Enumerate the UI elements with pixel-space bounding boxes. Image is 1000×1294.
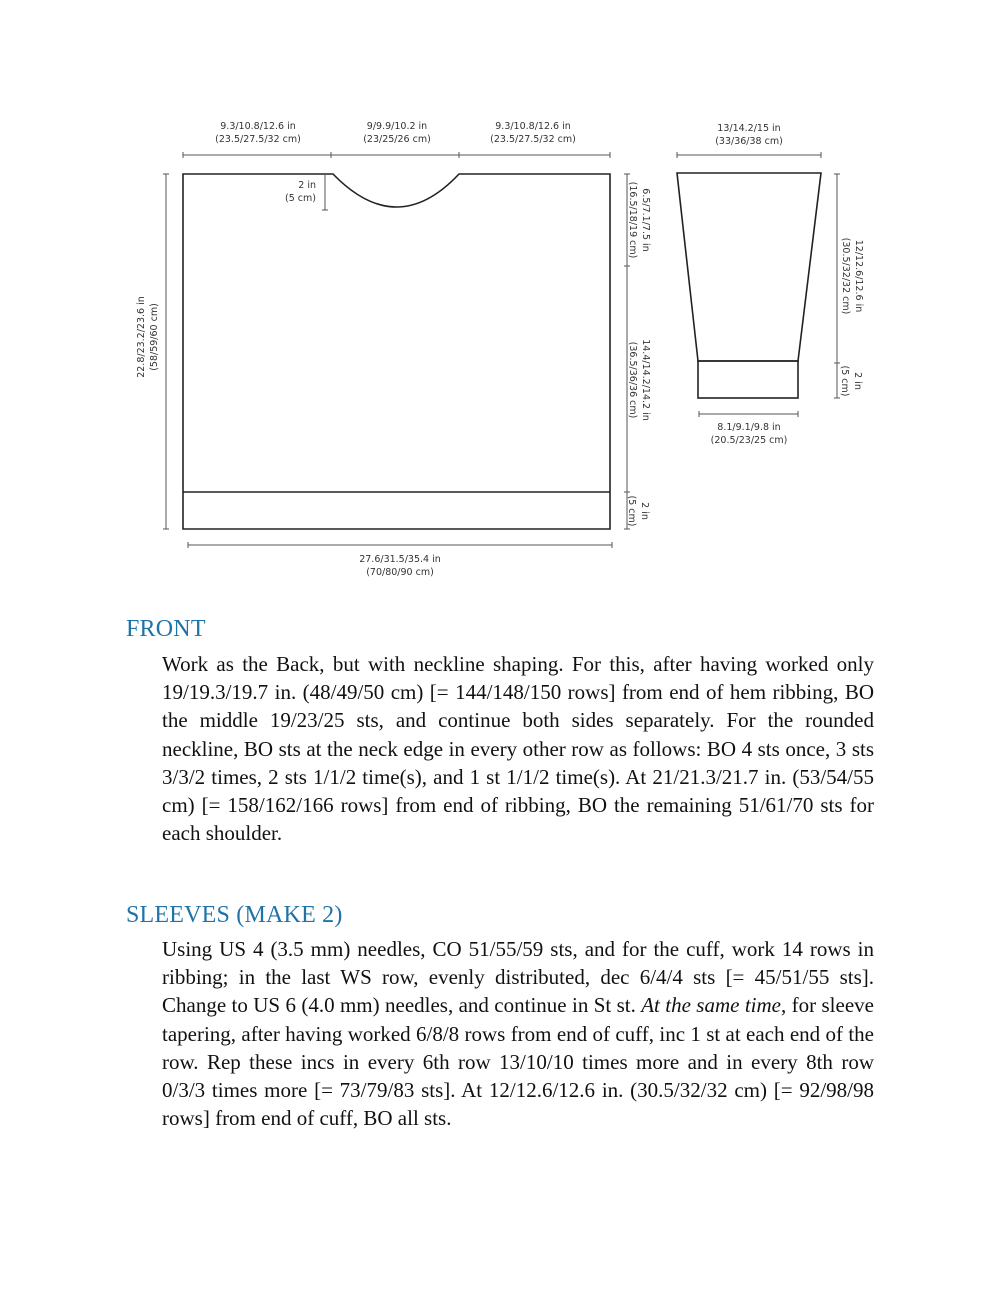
cuff-width-in: 8.1/9.1/9.8 in [717,422,781,433]
sleeves-instructions-part1: Using US 4 (3.5 mm) needles, CO 51/55/59 sts, and for the cuff, work 14 rows in ribbing; in the last WS row, evenly distributed, dec 6/4/4 sts [= 45/51/55 sts]. Change to US 6 (4.0 mm) needles, and continue in St st. [162,937,874,1018]
total-length-label [135,282,161,392]
sleeve-length-in: 12/12.6/12.6 in [853,239,864,313]
bottom-dimension-line [188,542,612,548]
hem-depth-in: 2 in [639,502,650,520]
cuff-depth-cm: (5 cm) [839,365,850,397]
sleeve-length-label [839,221,865,331]
top-left-width-label [203,120,313,146]
top-left-width-in: 9.3/10.8/12.6 in [220,121,296,132]
neck-depth-in: 2 in [298,180,316,191]
total-length-line [163,174,169,529]
schematic-diagram [0,0,1000,600]
sleeve-length-cm: (30.5/32/32 cm) [840,237,851,315]
body-length-cm: (36.5/36/36 cm) [627,341,638,419]
total-length-cm: (58/59/60 cm) [149,303,160,371]
bottom-width-in: 27.6/31.5/35.4 in [359,554,441,565]
sleeves-instructions-part2: , for sleeve tapering, after having worked 6/8/8 rows from end of cuff, inc 1 st at each end of the row. Rep these incs in every 6th row 13/10/10 times more and in every 8th row 0/3/3 times more [= 73/79/83 sts]. At 12/12.6/12.6 in. (30.5/32/32 cm) [= 92/98/98 rows] from end of cuff, BO all sts. [162,993,874,1131]
sleeve-top-dimension-line [677,152,821,158]
body-piece-outline [183,174,610,529]
sleeves-instructions-italic: At the same time [641,993,782,1018]
total-length-in: 22.8/23.2/23.6 in [136,296,147,378]
sleeve-piece-outline [677,173,821,361]
neck-width-cm: (23/25/26 cm) [363,134,431,145]
top-right-width-in: 9.3/10.8/12.6 in [495,121,571,132]
top-right-width-cm: (23.5/27.5/32 cm) [490,134,576,145]
top-left-width-cm: (23.5/27.5/32 cm) [215,134,301,145]
bottom-width-label [340,553,460,579]
cuff-width-cm: (20.5/23/25 cm) [710,435,788,446]
bottom-width-cm: (70/80/90 cm) [366,567,434,578]
body-length-label [626,325,652,435]
sleeve-top-width-label [694,122,804,148]
body-length-in: 14.4/14.2/14.2 in [640,339,651,421]
top-right-width-label [478,120,588,146]
sleeve-top-width-cm: (33/36/38 cm) [715,136,783,147]
sleeves-heading: SLEEVES (MAKE 2) [126,902,343,928]
cuff-width-label [694,421,804,447]
sleeve-cuff [698,361,798,398]
hem-depth-cm: (5 cm) [626,495,637,527]
armhole-depth-cm: (16.5/18/19 cm) [627,181,638,259]
front-heading: FRONT [126,616,206,642]
neck-depth-cm: (5 cm) [285,193,316,204]
cuff-dimension-line [699,411,798,417]
neck-width-label [342,120,452,146]
cuff-depth-in: 2 in [852,372,863,390]
armhole-depth-in: 6.5/7.1/7.5 in [640,188,651,252]
front-instructions: Work as the Back, but with neckline shaping. For this, after having worked only 19/19.3/19.7 in. (48/49/50 cm) [= 144/148/150 rows] from end of hem ribbing, BO the middle 19/23/25 sts, and continue both sides separately. For the rounded neckline, BO sts at the neck edge in every other row as follows: BO 4 sts once, 3 sts 3/3/2 times, 2 sts 1/1/2 time(s), and 1 st 1/1/2 time(s). At 21/21.3/21.7 in. (53/54/55 cm) [= 158/162/166 rows] from end of ribbing, BO the remaining 51/61/70 sts for each shoulder. [162,652,874,846]
cuff-depth-label [838,356,864,406]
neck-depth-label [266,179,316,205]
hem-depth-label [625,486,651,536]
top-dimension-line [183,152,610,158]
sleeves-instructions [162,935,874,1132]
neck-width-in: 9/9.9/10.2 in [366,121,428,132]
sleeve-top-width-in: 13/14.2/15 in [717,123,781,134]
neck-depth-line [322,174,328,210]
armhole-depth-label [626,165,652,275]
